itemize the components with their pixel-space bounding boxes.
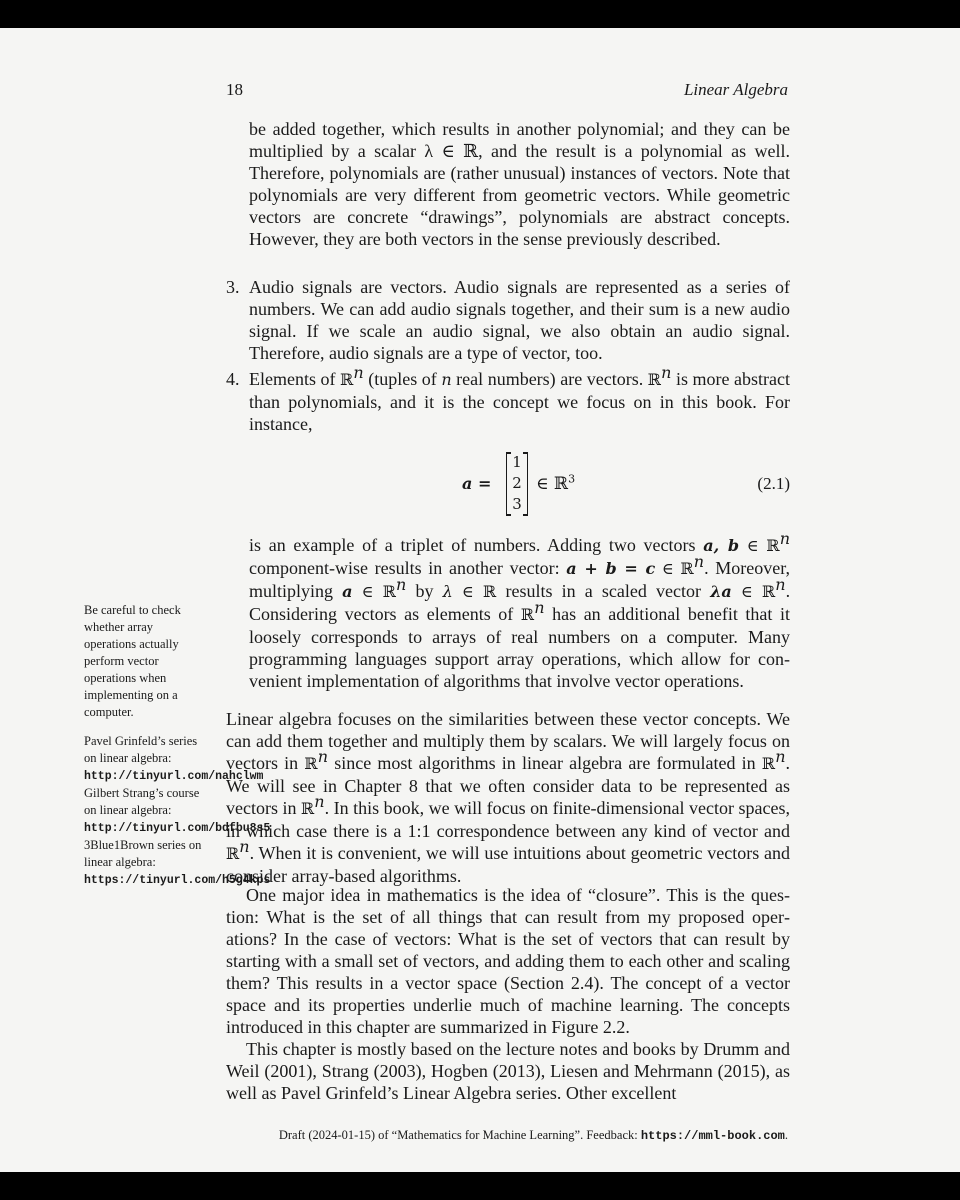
- main-paragraph-closure: One major idea in mathematics is the idea of “closure”. This is the question: What is the set of all things that can result from my proposed operations? In the case of vectors: What is the set of vectors that can result by starting with a small set of vectors, and adding them to each other and scaling them? This results in a vector space (Section 2.4). The concept of a vector space and its properties underlie much of machine learning. The concepts introduced in this chapter are summarized in Figure 2.2.: [226, 885, 790, 1037]
- reals-symbol: ℝ: [340, 370, 354, 389]
- math-sum: a + b = c: [566, 559, 656, 578]
- list-marker: 4.: [226, 369, 240, 389]
- running-head: [226, 80, 788, 104]
- chapter-title: Linear Algebra: [683, 80, 788, 99]
- reals-symbol: ℝ: [382, 582, 397, 601]
- math-n: n: [441, 370, 452, 389]
- element-of-symbol: ∈: [661, 559, 674, 578]
- list-item-audio-signals: [226, 276, 790, 364]
- reals-symbol: ℝ: [483, 582, 497, 601]
- vector-examples-list: [226, 276, 790, 435]
- bottom-black-bar: [0, 1172, 960, 1200]
- top-black-bar: [0, 0, 960, 28]
- equation-rhs: [536, 474, 575, 494]
- superscript: n: [775, 747, 786, 766]
- element-of-symbol: ∈: [740, 582, 753, 601]
- text-run: real numbers) are vectors.: [451, 369, 648, 389]
- margin-note-3blue1brown: [84, 837, 271, 889]
- grinfeld-link[interactable]: http://tinyurl.com/nahclwm: [84, 770, 264, 783]
- text-run: Gilbert Strang’s course on linear algebra:: [84, 786, 200, 817]
- text-run: Pavel Grinfeld’s series on linear algebra:: [84, 734, 198, 765]
- text-run: Linear algebra focuses on the similarities between these vector concepts. We can add them together and multiply them by scalars. We will largely focus on vectors in: [226, 709, 790, 773]
- text-run: ∈ ℝ: [536, 474, 569, 494]
- element-of-symbol: ∈: [461, 582, 474, 601]
- vector-entry: 3: [512, 495, 522, 513]
- vector-entry: 2: [512, 474, 522, 492]
- margin-note-strang: [84, 785, 271, 837]
- reals-symbol: ℝ: [304, 754, 318, 773]
- margin-notes: [84, 602, 271, 901]
- text-run: . When it is convenient, we will use intuitions about geometric vectors and consider array-based algorithms.: [226, 843, 790, 886]
- text-run: (tuples of: [363, 369, 442, 389]
- after-equation-paragraph: [249, 529, 791, 692]
- text-run: 3Blue1Brown series on linear algebra:: [84, 838, 202, 869]
- main-paragraph-sources: This chapter is mostly based on the lecture notes and books by Drumm and Weil (2001), Strang (2003), Hogben (2013), Liesen and Mehrmann (2015), as well as Pavel Grinfeld’s Linear Algebra series. Other excellent: [226, 1039, 790, 1103]
- reals-symbol: ℝ: [766, 536, 780, 555]
- text-run: by: [406, 581, 443, 601]
- element-of-symbol: ∈: [361, 582, 374, 601]
- text-run: has an additional benefit that it loosely corresponds to arrays of real numbers on a computer. Many programming languages support array operations, which allow for convenient implementation of algorithms that involve vector operations.: [249, 604, 790, 691]
- page-footer: [226, 1128, 788, 1143]
- text-run: . Considering vectors as elements of: [249, 581, 791, 624]
- reals-symbol: ℝ: [520, 605, 535, 624]
- list-item-text: Audio signals are vectors. Audio signals are represented as a series of numbers. We can add audio signals together, and their sum is a new audio signal. If we scale an audio signal, we also obtain an audio signal. Therefore, audio signals are a type of vector, too.: [249, 277, 790, 363]
- superscript: n: [396, 575, 407, 594]
- reals-symbol: ℝ: [761, 754, 776, 773]
- equation-2-1: [226, 450, 790, 520]
- superscript: n: [314, 792, 325, 811]
- superscript: n: [239, 837, 250, 856]
- footer-text: Draft (2024-01-15) of “Mathematics for Machine Learning”. Feedback:: [278, 1128, 641, 1142]
- equation-lhs: a =: [462, 474, 492, 493]
- text-run: is an example of a triplet of numbers. Adding two vectors: [249, 535, 704, 555]
- text-run: component-wise results in another vector:: [249, 558, 567, 578]
- text-run: . In this book, we will focus on finite-dimensional vector spaces, in which case there is a 1:1 correspondence between any kind of vector and: [226, 798, 790, 841]
- superscript: n: [779, 529, 791, 548]
- superscript: n: [317, 747, 328, 766]
- vector-entry: 1: [512, 453, 522, 471]
- polynomials-continuation: be added together, which results in another polynomial; and they can be multiplied by a scalar λ ∈ ℝ, and the result is a polynomial as well. Therefore, polynomials are (rather unusual) instances of vectors. Note that polynomials are very different from geometric vectors. While geometric vectors are concrete “drawings”, polynomials are abstract concepts. However, they are both vectors in the sense previously described.: [249, 119, 790, 249]
- text-run: .: [784, 1128, 788, 1142]
- superscript: n: [353, 363, 364, 382]
- text-run: is more abstract than polynomials, and it is the concept we focus on in this book. For instance,: [249, 369, 790, 434]
- text-run: since most algorithms in linear algebra are formulated in: [328, 753, 762, 773]
- superscript: n: [534, 598, 545, 617]
- superscript: n: [775, 575, 786, 594]
- list-marker: 3.: [226, 277, 240, 297]
- superscript: n: [661, 363, 672, 382]
- book-page: [0, 28, 960, 1172]
- reals-symbol: ℝ: [226, 844, 240, 863]
- column-vector: [506, 452, 528, 516]
- element-of-symbol: ∈: [746, 536, 759, 555]
- margin-note-grinfeld: [84, 733, 264, 785]
- list-item-real-vectors: [226, 363, 790, 435]
- equation-number: (2.1): [757, 474, 790, 493]
- text-run: . Moreover, multiplying: [249, 558, 790, 601]
- superscript: n: [693, 552, 705, 571]
- margin-note-array-warning: Be careful to check whether array operations actually perform vector operations when implementing on a computer.: [84, 603, 181, 719]
- main-paragraph-similarities: [226, 708, 790, 887]
- text-run: . We will see in Chapter 8 that we often consider data to be represented as vectors in: [226, 753, 790, 818]
- 3blue1brown-link[interactable]: https://tinyurl.com/h5g4kps: [84, 874, 271, 887]
- reals-symbol: ℝ: [300, 799, 315, 818]
- math-lambda-a: λa: [710, 582, 732, 601]
- text-run: results in a scaled vector: [496, 581, 711, 601]
- strang-link[interactable]: http://tinyurl.com/bdfbu8s5: [84, 822, 271, 835]
- reals-symbol: ℝ: [761, 582, 776, 601]
- text-run: Elements of: [249, 369, 341, 389]
- reals-symbol: ℝ: [680, 559, 694, 578]
- page-number: 18: [226, 80, 243, 99]
- feedback-link[interactable]: https://mml-book.com: [640, 1129, 785, 1143]
- reals-symbol: ℝ: [647, 370, 662, 389]
- superscript: 3: [568, 472, 576, 486]
- math-a: a: [342, 582, 353, 601]
- math-a-b: a, b: [703, 536, 740, 555]
- math-lambda: λ: [442, 582, 453, 601]
